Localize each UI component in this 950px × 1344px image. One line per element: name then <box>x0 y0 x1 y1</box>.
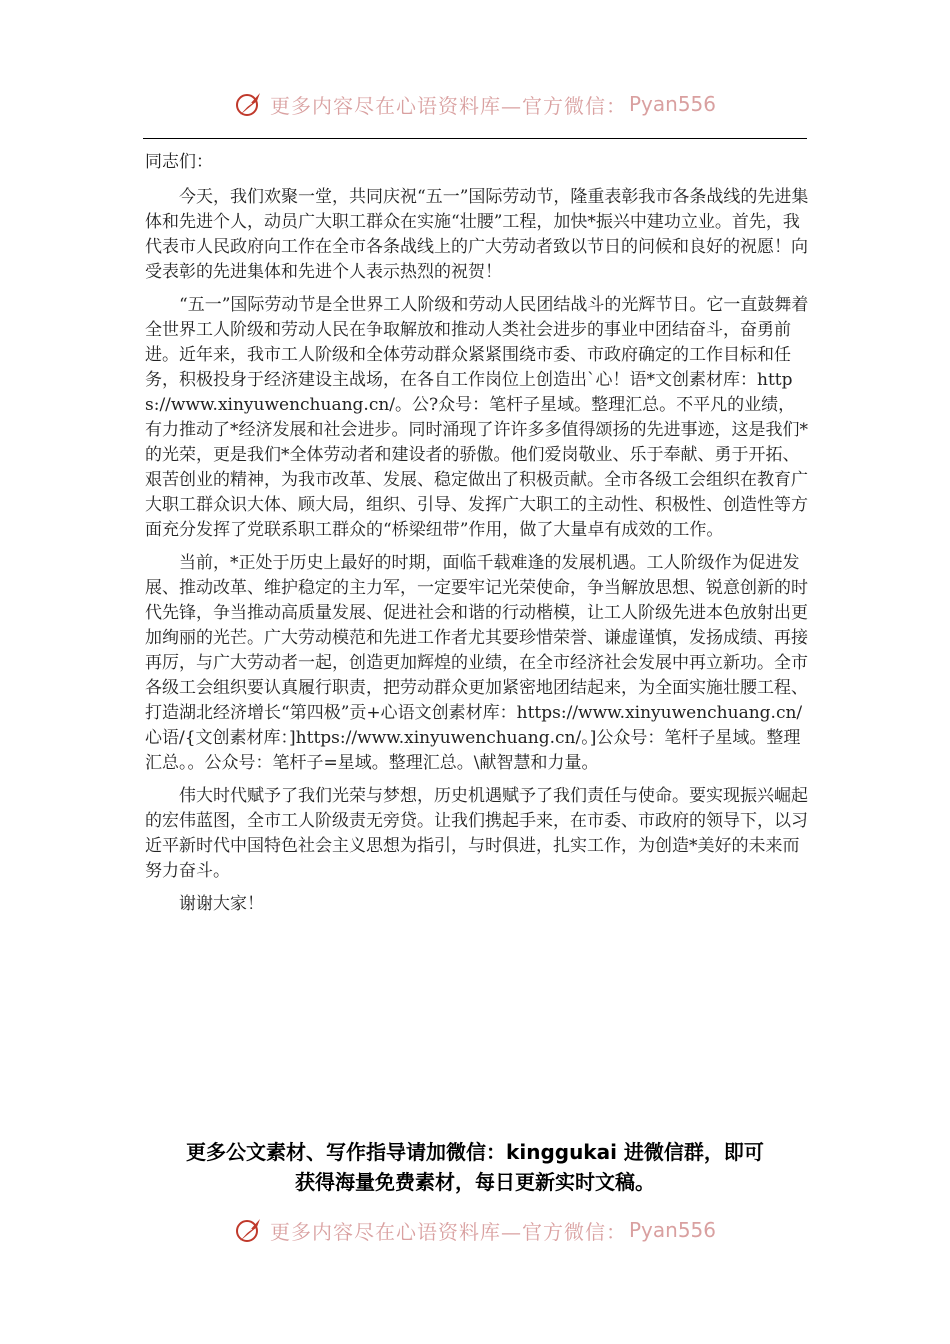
footer-watermark <box>0 1210 950 1250</box>
brand-wechat-id: Pyan556 <box>628 92 716 116</box>
quill-pen-logo-icon <box>234 1215 264 1245</box>
speech-body <box>145 150 810 925</box>
promo-line-1: 更多公文素材、写作指导请加微信：kinggukai 进微信群，即可 <box>186 1140 764 1164</box>
promo-line-2: 获得海量免费素材，每日更新实时文稿。 <box>295 1170 655 1194</box>
header-divider <box>143 138 807 139</box>
salutation: 同志们： <box>145 152 213 172</box>
closing-line: 谢谢大家！ <box>179 894 264 914</box>
paragraph-2: “五一”国际劳动节是全世界工人阶级和劳动人民团结战斗的光辉节日。它一直鼓舞着全世界工人阶级和劳动人民在争取解放和推动人类社会进步的事业中团结奋斗，奋勇前进。近年来，我市工人阶级和全体劳动群众紧紧围绕市委、市政府确定的工作目标和任务，积极投身于经济建设主战场，在各自工作岗位上创造出`心！语*文创素材库：https://www.xinyuwenchuang.cn/。公?众号：笔杆子星域。整理汇总。不平凡的业绩，有力推动了*经济发展和社会进步。同时涌现了许许多多值得颂扬的先进事迹，这是我们*的光荣，更是我们*全体劳动者和建设者的骄傲。他们爱岗敬业、乐于奉献、勇于开拓、艰苦创业的精神，为我市改革、发展、稳定做出了积极贡献。全市各级工会组织在教育广大职工群众识大体、顾大局，组织、引导、发挥广大职工的主动性、积极性、创造性等方面充分发挥了党联系职工群众的“桥梁纽带”作用，做了大量卓有成效的工作。 <box>145 295 809 540</box>
paragraph-3: 当前，*正处于历史上最好的时期，面临千载难逢的发展机遇。工人阶级作为促进发展、推动改革、维护稳定的主力军，一定要牢记光荣使命，争当解放思想、锐意创新的时代先锋，争当推动高质量发展、促进社会和谐的行动楷模，让工人阶级先进本色放射出更加绚丽的光芒。广大劳动模范和先进工作者尤其要珍惜荣誉、谦虚谨慎，发扬成绩、再接再厉，与广大劳动者一起，创造更加辉煌的业绩，在全市经济社会发展中再立新功。全市各级工会组织要认真履行职责，把劳动群众更加紧密地团结起来，为全面实施壮腰工程、打造湖北经济增长“第四极”贡+心语文创素材库：https://www.xinyuwenchuang.cn/心语/{文创素材库：]https://www.xinyuwenchuang.cn/。]公众号：笔杆子星域。整理汇总。。公众号：笔杆子=星域。整理汇总。\献智慧和力量。 <box>145 553 808 773</box>
paragraph-1: 今天，我们欢聚一堂，共同庆祝“五一”国际劳动节，隆重表彰我市各条战线的先进集体和先进个人，动员广大职工群众在实施“壮腰”工程，加快*振兴中建功立业。首先，我代表市人民政府向工作在全市各条战线上的广大劳动者致以节日的问候和良好的祝愿！向受表彰的先进集体和先进个人表示热烈的祝贺！ <box>145 187 809 282</box>
promo-notice <box>0 1137 950 1197</box>
brand-text: 更多内容尽在心语资料库—官方微信： <box>269 93 627 118</box>
brand-text: 更多内容尽在心语资料库—官方微信： <box>269 1219 627 1244</box>
header-watermark <box>0 84 950 124</box>
brand-wechat-id: Pyan556 <box>628 1218 716 1242</box>
quill-pen-logo-icon <box>234 89 264 119</box>
paragraph-4: 伟大时代赋予了我们光荣与梦想，历史机遇赋予了我们责任与使命。要实现振兴崛起的宏伟蓝图，全市工人阶级责无旁贷。让我们携起手来，在市委、市政府的领导下，以习近平新时代中国特色社会主义思想为指引，与时俱进，扎实工作，为创造*美好的未来而努力奋斗。 <box>145 786 808 881</box>
